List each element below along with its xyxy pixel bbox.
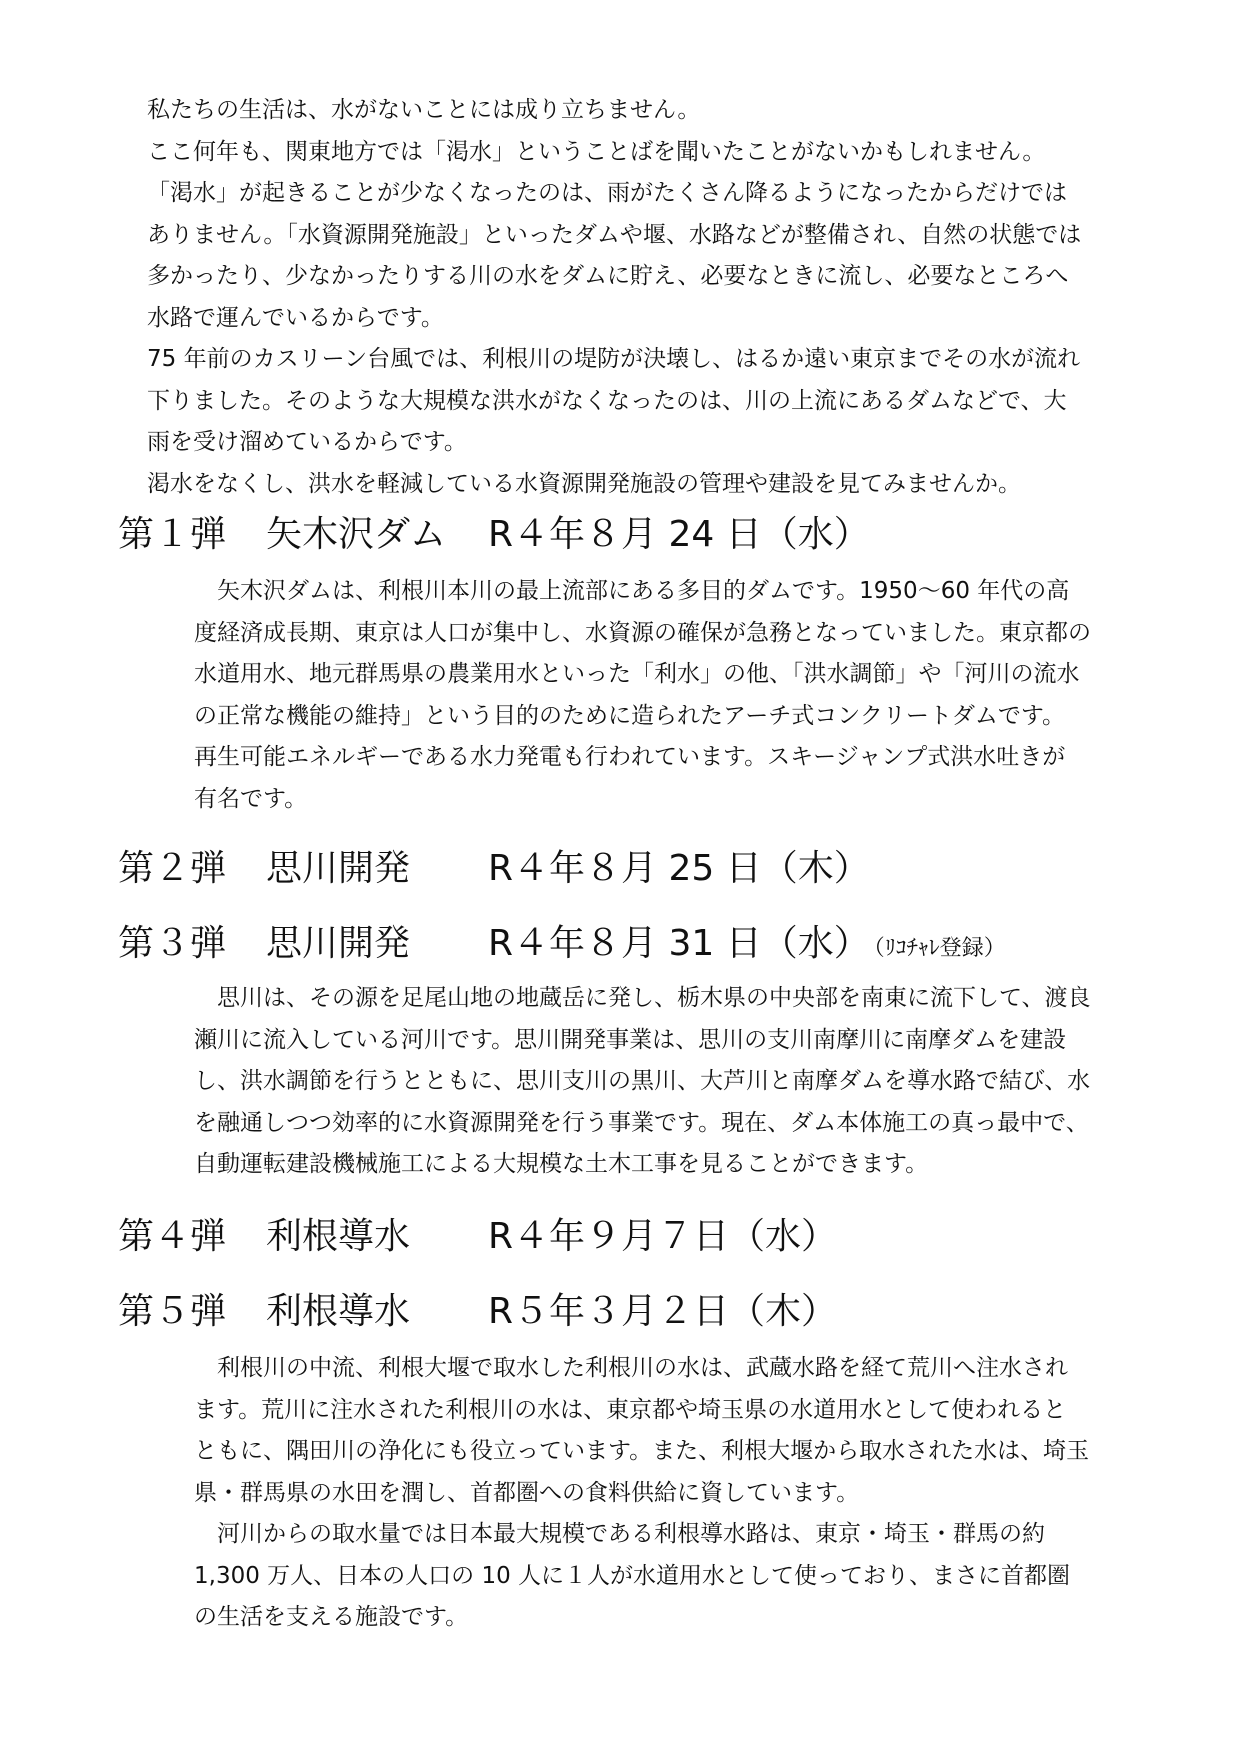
tour-number: 第５弾	[118, 1291, 227, 1332]
tour-heading-1	[118, 511, 870, 559]
intro-paragraph: 75 年前のカスリーン台風では、利根川の堤防が決壊し、はるか遠い東京までその水が流れ 下りました。そのような大規模な洪水がなくなったのは、川の上流にあるダムなどで、大 雨を受け溜めているからです。	[147, 346, 1081, 455]
omoigawa-description	[194, 978, 1149, 1186]
intro-paragraph: 私たちの生活は、水がないことには成り立ちません。	[147, 97, 701, 123]
tour-heading-2	[118, 845, 870, 893]
tour-date	[488, 1288, 841, 1341]
tone-description	[194, 1348, 1149, 1639]
intro-paragraph: ここ何年も、関東地方では「渇水」ということばを聞いたことがないかもしれません。	[147, 138, 1046, 165]
description-paragraph: 矢木沢ダムは、利根川本川の最上流部にある多目的ダムです。1950～60 年代の高 度経済成長期、東京は人口が集中し、水資源の確保が急務となっていました。東京都の 水道用水、地元群馬県の農業用水といった「利水」の他、「洪水調節」や「河川の流水 の正常な機能の維持」という目的のために造られたアーチ式コンクリートダムです。 再生可能エネルギーである水力発電も行われています。スキージャンプ式洪水吐きが 有名です。	[194, 578, 1091, 812]
tour-heading-5	[118, 1288, 838, 1336]
tour-date	[488, 920, 1006, 973]
tour-name: 思川開発	[266, 923, 411, 964]
tour-number: 第２弾	[118, 848, 227, 889]
tour-date	[488, 511, 874, 564]
tour-number: 第４弾	[118, 1216, 227, 1257]
tour-date	[488, 1213, 841, 1266]
description-paragraph: 河川からの取水量では日本最大規模である利根導水路は、東京・埼玉・群馬の約 1,300 万人、日本の人口の 10 人に１人が水道用水として使っており、まさに首都圏 の生活を支える施設です。	[194, 1521, 1071, 1630]
tour-date-text: R４年９月７日（水）	[488, 1216, 838, 1257]
intro-paragraph: 「渇水」が起きることが少なくなったのは、雨がたくさん降るようになったからだけでは ありません。「水資源開発施設」といったダムや堰、水路などが整備され、自然の状態では 多かったり、少なかったりする川の水をダムに貯え、必要なときに流し、必要なところへ 水路で運んでいるからです。	[147, 180, 1082, 331]
tour-name: 利根導水	[266, 1291, 411, 1332]
intro-section	[147, 90, 1147, 505]
description-paragraph: 思川は、その源を足尾山地の地蔵岳に発し、栃木県の中央部を南東に流下して、渡良 瀬川に流入している河川です。思川開発事業は、思川の支川南摩川に南摩ダムを建設 し、洪水調節を行うとともに、思川支川の黒川、大芦川と南摩ダムを導水路で結び、水 を融通しつつ効率的に水資源開発を行う事業です。現在、ダム本体施工の真っ最中で、 自動運転建設機械施工による大規模な土木工事を見ることができます。	[194, 985, 1091, 1177]
tour-number: 第１弾	[118, 514, 227, 555]
tour-note: （ﾘｺﾁｬﾚ登録）	[873, 936, 1006, 961]
tour-name: 思川開発	[266, 848, 411, 889]
tour-name: 利根導水	[266, 1216, 411, 1257]
tour-name: 矢木沢ダム	[266, 514, 447, 555]
tour-date-text: R５年３月２日（木）	[488, 1291, 838, 1332]
tour-number: 第３弾	[118, 923, 227, 964]
tour-date-text: R４年８月 24 日（水）	[488, 514, 870, 555]
tour-heading-4	[118, 1213, 838, 1261]
intro-paragraph: 渇水をなくし、洪水を軽減している水資源開発施設の管理や建設を見てみませんか。	[147, 470, 1021, 497]
tour-date	[488, 845, 874, 898]
tour-date-text: R４年８月 31 日（水）	[488, 923, 870, 964]
tour-heading-3	[118, 920, 1006, 968]
description-paragraph: 利根川の中流、利根大堰で取水した利根川の水は、武蔵水路を経て荒川へ注水され ます。荒川に注水された利根川の水は、東京都や埼玉県の水道用水として使われると ともに、隅田川の浄化にも役立っています。また、利根大堰から取水された水は、埼玉 県・群馬県の水田を潤し、首都圏への食料供給に資しています。	[194, 1355, 1090, 1506]
yagisawa-description	[194, 571, 1149, 820]
tour-date-text: R４年８月 25 日（木）	[488, 848, 870, 889]
